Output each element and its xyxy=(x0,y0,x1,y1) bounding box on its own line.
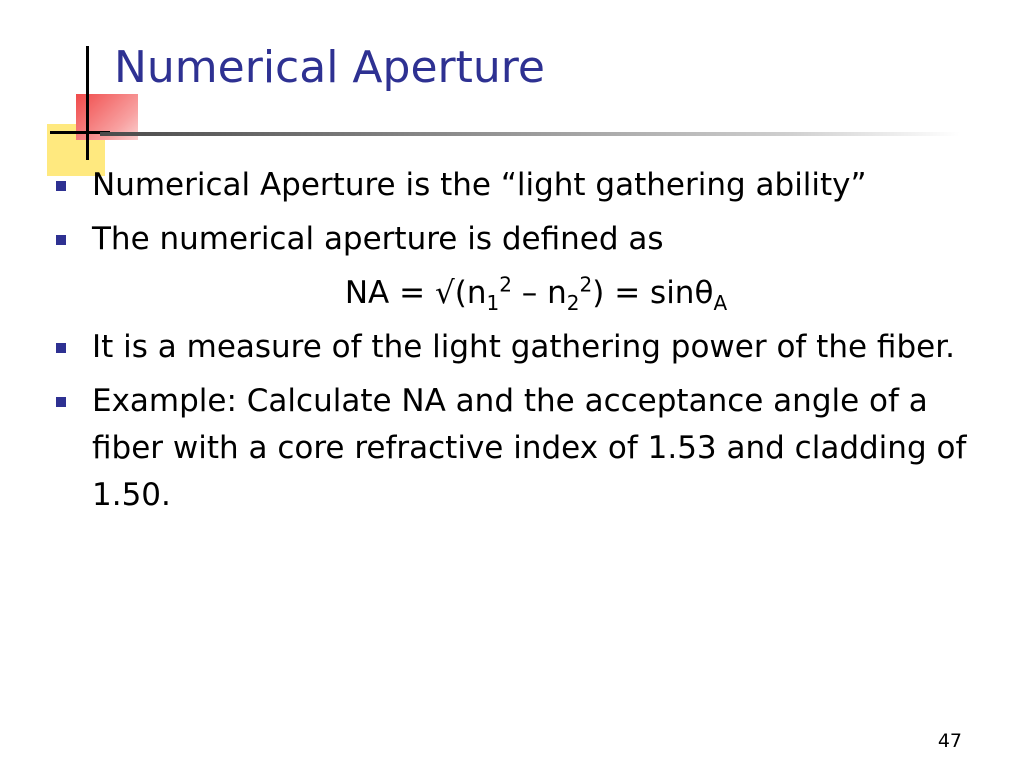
slide-content xyxy=(50,162,980,526)
na-formula: NA = $√(n_1^2 - n_2^2) = \sin\theta_A$ xyxy=(344,272,728,316)
page-number: 47 xyxy=(937,730,962,752)
bullet-square-icon xyxy=(56,235,66,245)
slide-title: Numerical Aperture xyxy=(114,42,545,93)
sqrt-symbol: √ xyxy=(434,275,455,311)
bullet-item xyxy=(50,162,980,209)
bullet-item xyxy=(50,324,980,371)
bullet-square-icon xyxy=(56,181,66,191)
title-underline xyxy=(100,132,960,136)
theta-symbol: θ xyxy=(694,275,714,311)
bullet-item xyxy=(50,216,980,263)
bullet-square-icon xyxy=(56,343,66,353)
bullet-text: It is a measure of the light gathering power of the fiber. xyxy=(92,329,955,365)
bullet-text: The numerical aperture is defined as xyxy=(92,221,664,257)
bullet-text: Numerical Aperture is the “light gathering ability” xyxy=(92,167,867,203)
bullet-text: Example: Calculate NA and the acceptance angle of a fiber with a core refractive index of 1.53 and cladding of 1.50. xyxy=(92,383,967,513)
bullet-square-icon xyxy=(56,397,66,407)
bullet-item xyxy=(50,378,980,519)
decor-vertical-line xyxy=(86,46,89,160)
